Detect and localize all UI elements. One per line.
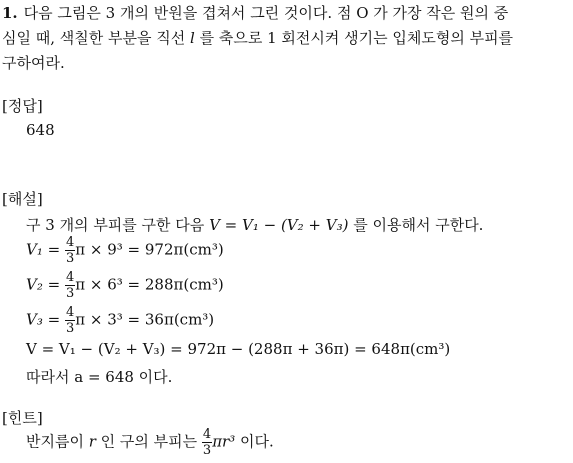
v2-num: 4: [65, 270, 75, 285]
question-text-1: 다음 그림은 3 개의 반원을 겹쳐서 그린 것이다. 점 O 가 가장 작은 원의 중: [23, 4, 509, 22]
hint-num: 4: [202, 427, 212, 442]
hint-header: [힌트]: [2, 409, 43, 427]
v1-num: 4: [65, 235, 75, 250]
hint-den: 3: [202, 443, 212, 458]
question-line-2: [2, 27, 513, 48]
v2-rhs: π × 6³ = 288π(cm³): [75, 275, 224, 294]
v1-lhs: V₁ =: [26, 240, 61, 259]
v1-den: 3: [65, 251, 75, 266]
hint-line: [26, 428, 274, 457]
v3-fraction: [65, 306, 75, 335]
solution-intro: [26, 214, 483, 235]
hint-formula: πr³: [212, 432, 236, 451]
line-variable: l: [190, 29, 195, 47]
question-number: 1.: [2, 4, 18, 22]
question-text-2a: 심일 때, 색칠한 부분을 직선: [2, 29, 190, 47]
v1-fraction: [65, 236, 75, 265]
answer-value: 648: [26, 121, 55, 139]
solution-conclusion: 따라서 a = 648 이다.: [26, 368, 173, 386]
hint-fraction: [202, 428, 212, 457]
v3-rhs: π × 3³ = 36π(cm³): [75, 310, 215, 329]
solution-v3-line: [26, 306, 214, 335]
hint-var-r: r: [88, 432, 96, 451]
v1-rhs: π × 9³ = 972π(cm³): [75, 240, 224, 259]
question-text-3: 구하여라.: [2, 54, 65, 72]
question-line-1: [2, 2, 508, 23]
v2-lhs: V₂ =: [26, 275, 61, 294]
solution-total: V = V₁ − (V₂ + V₃) = 972π − (288π + 36π) = 648π(cm³): [26, 340, 451, 358]
v3-den: 3: [65, 321, 75, 336]
solution-intro-formula: V = V₁ − (V₂ + V₃): [209, 216, 349, 234]
hint-text-c: 이다.: [235, 432, 274, 451]
answer-header: [정답]: [2, 97, 43, 115]
solution-v1-line: [26, 236, 224, 265]
solution-intro-b: 를 이용해서 구한다.: [348, 216, 484, 234]
v2-den: 3: [65, 286, 75, 301]
hint-text-b: 인 구의 부피는: [95, 432, 202, 451]
solution-header: [해설]: [2, 190, 43, 208]
v3-lhs: V₃ =: [26, 310, 61, 329]
question-text-2b: 를 축으로 1 회전시켜 생기는 입체도형의 부피를: [194, 29, 514, 47]
hint-text-a: 반지름이: [26, 432, 89, 451]
v2-fraction: [65, 271, 75, 300]
solution-v2-line: [26, 271, 224, 300]
question-line-3: [2, 52, 65, 73]
v3-num: 4: [65, 305, 75, 320]
solution-intro-a: 구 3 개의 부피를 구한 다음: [26, 216, 210, 234]
